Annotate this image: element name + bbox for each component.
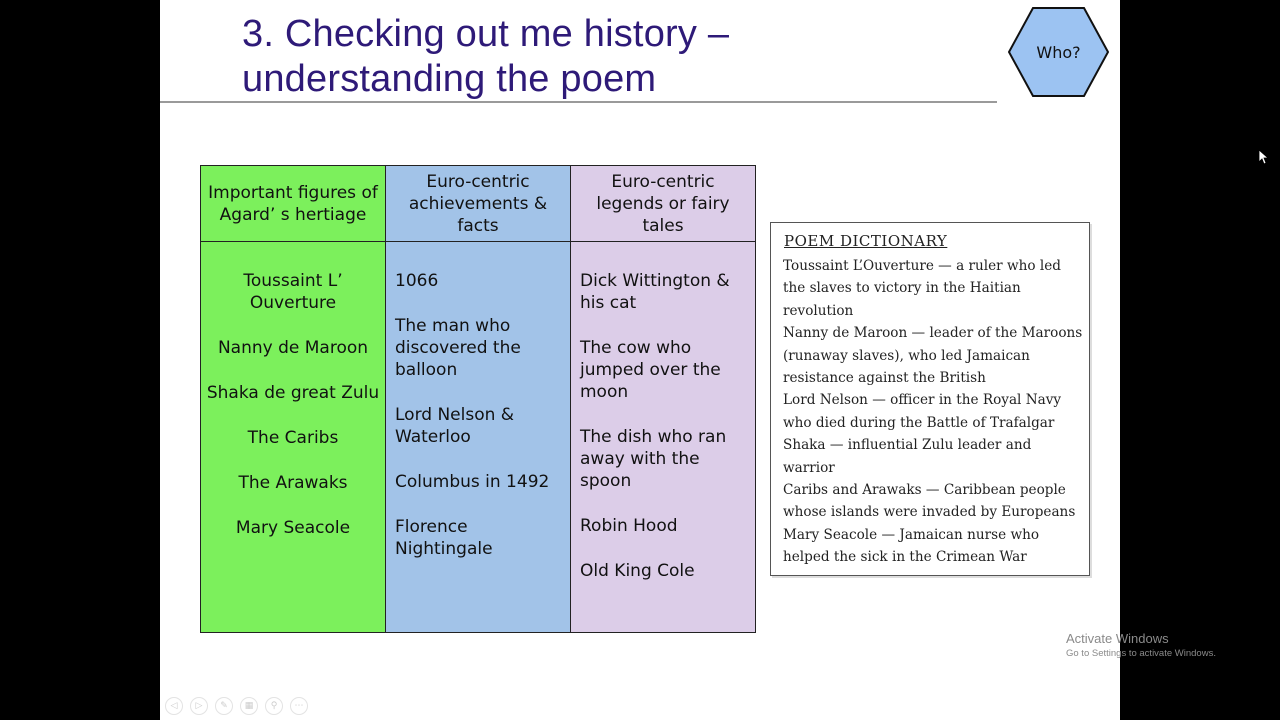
list-item: The cow who jumped over the moon (580, 338, 721, 402)
list-item: Toussaint L’ Ouverture (243, 271, 343, 313)
title-line-1: 3. Checking out me history – (242, 13, 730, 55)
zoom-icon[interactable]: ⚲ (265, 697, 283, 715)
heritage-table (200, 165, 756, 633)
activate-windows-heading: Activate Windows (1066, 631, 1169, 646)
list-item: Nanny de Maroon (217, 338, 369, 358)
list-item: Shaka de great Zulu (206, 383, 380, 403)
list-item: Dick Wittington & his cat (580, 271, 730, 313)
figures-column (201, 242, 386, 633)
dictionary-entry: Nanny de Maroon — leader of the Maroons (runaway slaves), who led Jamaican resistance against the British (783, 325, 1083, 387)
who-hexagon-label: Who? (1036, 42, 1081, 62)
poem-dictionary-entries (783, 255, 1083, 569)
presenter-toolbar (165, 697, 308, 715)
poem-dictionary-box (770, 222, 1090, 576)
list-item: Robin Hood (580, 516, 678, 536)
list-item: The dish who ran away with the spoon (580, 427, 727, 491)
list-item: The man who discovered the balloon (395, 316, 521, 380)
list-item: The Caribs (247, 428, 339, 448)
dictionary-entry: Shaka — influential Zulu leader and warrior (783, 437, 1032, 476)
header-euro-achievements: Euro-centric achievements & facts (386, 166, 571, 242)
next-icon[interactable]: ▷ (190, 697, 208, 715)
dictionary-entry: Lord Nelson — officer in the Royal Navy who died during the Battle of Trafalgar (783, 392, 1062, 431)
list-item: Florence Nightingale (395, 517, 493, 559)
achievements-column (386, 242, 571, 633)
activate-windows-hint: Go to Settings to activate Windows. (1066, 648, 1216, 659)
dictionary-entry: Toussaint L’Ouverture — a ruler who led the slaves to victory in the Haitian revolution (783, 258, 1061, 319)
legends-column (571, 242, 756, 633)
slide (160, 0, 1120, 720)
title-divider (160, 101, 997, 103)
list-item: Columbus in 1492 (395, 472, 550, 492)
dictionary-entry: Mary Seacole — Jamaican nurse who helped the sick in the Crimean War (783, 526, 1040, 566)
title-line-2: understanding the poem (242, 58, 657, 100)
slides-icon[interactable]: ▦ (240, 697, 258, 715)
table-body-row (201, 242, 756, 633)
list-item: Old King Cole (580, 561, 695, 581)
previous-icon[interactable]: ◁ (165, 697, 183, 715)
slide-title (242, 12, 882, 102)
list-item: 1066 (395, 271, 439, 291)
mouse-cursor-icon (1259, 150, 1269, 164)
list-item: Mary Seacole (235, 518, 351, 538)
pen-icon[interactable]: ✎ (215, 697, 233, 715)
list-item: The Arawaks (238, 473, 348, 493)
header-euro-legends: Euro-centric legends or fairy tales (571, 166, 756, 242)
poem-dictionary-title: POEM DICTIONARY (784, 232, 948, 250)
header-important-figures: Important figures of Agard’ s hertiage (201, 166, 386, 242)
more-icon[interactable]: ⋯ (290, 697, 308, 715)
list-item: Lord Nelson & Waterloo (395, 405, 515, 447)
dictionary-entry: Caribs and Arawaks — Caribbean people whose islands were invaded by Europeans (783, 482, 1076, 521)
table-header-row (201, 166, 756, 242)
